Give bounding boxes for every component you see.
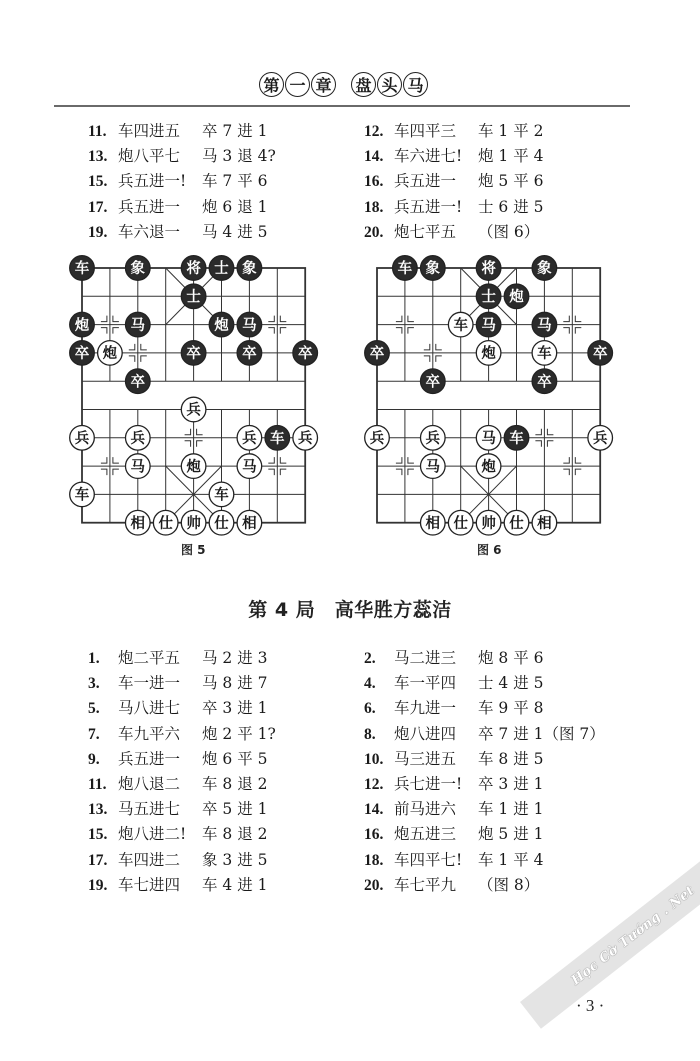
move-row [88, 220, 276, 245]
move-row [364, 772, 605, 797]
xiangqi-piece-red [293, 426, 318, 451]
piece-label: 帅 [481, 515, 496, 532]
red-move: 兵五进一 [118, 197, 181, 216]
xiangqi-piece-black [70, 341, 95, 366]
piece-label: 车 [270, 431, 285, 447]
piece-label: 卒 [592, 346, 608, 363]
piece-label: 卒 [242, 346, 257, 363]
piece-label: 车 [74, 487, 90, 504]
red-move: 兵七进一! [394, 774, 463, 793]
piece-label: 兵 [592, 431, 608, 447]
piece-label: 帅 [186, 515, 201, 532]
xiangqi-piece-red [237, 454, 262, 479]
black-move: 炮 2 平 1? [202, 724, 276, 743]
move-row [88, 747, 276, 772]
piece-label: 卒 [186, 346, 201, 363]
black-move: （图 6） [478, 222, 540, 241]
xiangqi-piece-red [476, 454, 501, 479]
move-row [364, 646, 605, 671]
move-row [88, 848, 276, 873]
move-row [88, 696, 276, 721]
xiangqi-diagram-5 [66, 253, 322, 539]
xiangqi-piece-red [181, 510, 206, 535]
piece-label: 车 [214, 487, 229, 504]
xiangqi-piece-black [126, 369, 151, 394]
xiangqi-piece-black [293, 341, 318, 366]
move-row [88, 169, 276, 194]
xiangqi-piece-black [393, 256, 418, 281]
move-row [88, 144, 276, 169]
black-move: 车 1 平 2 [478, 122, 544, 140]
black-move: 士 6 进 5 [478, 197, 544, 216]
piece-label: 马 [242, 317, 257, 334]
black-move: 车 9 平 8 [478, 699, 544, 718]
piece-label: 象 [537, 261, 552, 278]
black-move: 车 8 退 2 [202, 825, 268, 844]
move-number: 6. [364, 700, 376, 718]
xiangqi-piece-red [588, 426, 613, 451]
figure-caption-6: 图 6 [477, 543, 502, 557]
xiangqi-piece-black [532, 369, 557, 394]
piece-label: 卒 [74, 346, 90, 363]
piece-label: 马 [481, 431, 496, 447]
move-list-top-right [364, 119, 544, 245]
xiangqi-piece-red [421, 510, 446, 535]
red-move: 车四进二 [118, 850, 181, 869]
chapter-char: 章 [311, 72, 336, 97]
red-move: 兵五进一 [118, 749, 181, 768]
xiangqi-piece-red [70, 426, 95, 451]
xiangqi-piece-black [237, 312, 262, 337]
move-row [88, 646, 276, 671]
xiangqi-piece-black [70, 256, 95, 281]
piece-label: 车 [453, 317, 468, 334]
move-number: 20. [364, 223, 384, 241]
move-number: 19. [88, 876, 108, 894]
xiangqi-piece-black [532, 312, 557, 337]
red-move: 车四平七! [394, 850, 463, 869]
piece-label: 兵 [186, 402, 201, 419]
red-move: 车四进五 [118, 122, 181, 140]
red-move: 车七进四 [118, 875, 181, 894]
move-number: 15. [88, 826, 108, 844]
red-move: 车六进七! [394, 147, 463, 166]
black-move: 马 8 进 7 [202, 674, 268, 693]
piece-label: 炮 [509, 289, 524, 306]
piece-label: 炮 [102, 346, 118, 363]
black-move: 卒 3 进 1 [202, 699, 268, 718]
red-move: 车一进一 [118, 674, 181, 693]
move-number: 16. [364, 826, 384, 844]
xiangqi-piece-black [504, 284, 529, 309]
piece-label: 兵 [242, 431, 257, 447]
piece-label: 车 [397, 261, 413, 278]
xiangqi-piece-red [476, 510, 501, 535]
move-row [364, 747, 605, 772]
move-row [364, 722, 605, 747]
piece-label: 兵 [369, 431, 385, 447]
red-move: 马二进三 [394, 649, 457, 667]
red-move: 兵五进一 [394, 172, 457, 191]
piece-label: 炮 [481, 346, 496, 363]
piece-label: 马 [425, 459, 441, 476]
move-row [364, 195, 544, 220]
xiangqi-piece-red [126, 510, 151, 535]
red-move: 炮八进二! [118, 825, 187, 844]
move-row [88, 671, 276, 696]
black-move: 车 1 平 4 [478, 850, 544, 869]
xiangqi-piece-red [237, 426, 262, 451]
piece-label: 马 [130, 459, 146, 476]
move-number: 5. [88, 700, 100, 718]
piece-label: 士 [481, 289, 496, 306]
black-move: 马 2 进 3 [202, 649, 268, 667]
move-list-top-left [88, 119, 276, 245]
piece-label: 马 [537, 317, 552, 334]
move-row [364, 848, 605, 873]
move-number: 4. [364, 675, 376, 693]
xiangqi-piece-red [181, 397, 206, 422]
move-number: 19. [88, 223, 108, 241]
red-move: 炮八平七 [118, 147, 181, 166]
xiangqi-piece-red [448, 312, 473, 337]
red-move: 车七平九 [394, 875, 457, 894]
black-move: 车 1 进 1 [478, 800, 544, 819]
black-move: 马 4 进 5 [202, 222, 268, 241]
xiangqi-piece-black [126, 256, 151, 281]
piece-label: 相 [242, 515, 257, 532]
chapter-char: 马 [403, 72, 428, 97]
xiangqi-piece-black [265, 426, 290, 451]
piece-label: 卒 [537, 374, 552, 391]
xiangqi-piece-black [476, 256, 501, 281]
xiangqi-piece-red [532, 341, 557, 366]
black-move: 炮 8 平 6 [478, 649, 544, 667]
move-number: 10. [364, 750, 384, 768]
piece-label: 象 [242, 261, 257, 278]
black-move: 卒 3 进 1 [478, 774, 544, 793]
black-move: 卒 5 进 1 [202, 800, 268, 819]
xiangqi-piece-black [181, 341, 206, 366]
move-number: 17. [88, 198, 108, 216]
piece-label: 炮 [186, 459, 201, 476]
xiangqi-piece-red [126, 426, 151, 451]
xiangqi-piece-black [209, 312, 234, 337]
piece-label: 仕 [453, 515, 468, 532]
xiangqi-piece-black [181, 256, 206, 281]
piece-label: 相 [537, 515, 552, 532]
black-move: 炮 6 平 5 [202, 749, 268, 768]
black-move: 炮 5 进 1 [478, 825, 544, 844]
xiangqi-piece-black [237, 256, 262, 281]
move-row [364, 169, 544, 194]
black-move: 车 8 退 2 [202, 774, 268, 793]
xiangqi-piece-red [181, 454, 206, 479]
piece-label: 卒 [130, 374, 146, 391]
move-number: 18. [364, 198, 384, 216]
move-number: 7. [88, 725, 100, 743]
move-number: 16. [364, 173, 384, 191]
red-move: 马三进五 [394, 749, 457, 768]
figure-caption-5: 图 5 [181, 543, 206, 557]
xiangqi-piece-black [237, 341, 262, 366]
black-move: 马 3 退 4? [202, 147, 276, 166]
piece-label: 马 [242, 459, 257, 476]
piece-label: 卒 [297, 346, 313, 363]
move-row [88, 822, 276, 847]
piece-label: 马 [481, 317, 496, 334]
xiangqi-piece-black [70, 312, 95, 337]
move-number: 11. [88, 123, 107, 140]
piece-label: 兵 [297, 431, 313, 447]
chapter-char: 盘 [351, 72, 376, 97]
xiangqi-piece-red [504, 510, 529, 535]
black-move: 车 4 进 1 [202, 875, 268, 894]
red-move: 车六退一 [118, 222, 181, 241]
game-title: 第 4 局 高华胜方蕊洁 [248, 599, 452, 621]
piece-label: 兵 [74, 431, 90, 447]
move-number: 20. [364, 876, 384, 894]
move-row [88, 797, 276, 822]
piece-label: 相 [130, 515, 146, 532]
watermark: Học Cờ Tướng . Net [520, 842, 700, 1029]
xiangqi-piece-red [421, 426, 446, 451]
xiangqi-piece-black [421, 256, 446, 281]
chapter-char: 头 [377, 72, 402, 97]
black-move: 卒 7 进 1（图 7） [478, 724, 605, 743]
piece-label: 仕 [509, 515, 524, 532]
piece-label: 车 [74, 261, 90, 278]
piece-label: 炮 [74, 317, 90, 334]
move-row [364, 822, 605, 847]
move-number: 13. [88, 148, 108, 166]
move-number: 8. [364, 725, 376, 743]
move-number: 15. [88, 173, 108, 191]
xiangqi-piece-black [532, 256, 557, 281]
xiangqi-piece-red [70, 482, 95, 507]
xiangqi-piece-red [532, 510, 557, 535]
black-move: 炮 6 退 1 [202, 197, 268, 216]
move-row [364, 144, 544, 169]
move-row [364, 873, 605, 898]
move-row [88, 873, 276, 898]
piece-label: 象 [130, 261, 146, 278]
xiangqi-diagram-6 [361, 253, 617, 539]
page-number: · 3 · [576, 996, 605, 1015]
move-row [364, 696, 605, 721]
red-move: 马八进七 [118, 699, 181, 718]
red-move: 炮二平五 [118, 649, 181, 667]
xiangqi-piece-black [421, 369, 446, 394]
xiangqi-piece-red [476, 426, 501, 451]
black-move: 炮 1 平 4 [478, 147, 544, 166]
piece-label: 炮 [214, 317, 229, 334]
red-move: 兵五进一! [118, 172, 187, 191]
xiangqi-piece-red [98, 341, 123, 366]
xiangqi-piece-red [209, 482, 234, 507]
move-row [364, 671, 605, 696]
piece-label: 马 [130, 317, 146, 334]
move-number: 14. [364, 801, 384, 819]
move-row [88, 772, 276, 797]
move-list-game-left [88, 646, 276, 898]
move-row [88, 119, 276, 144]
chapter-char: 第 [259, 72, 284, 97]
black-move: 车 7 平 6 [202, 172, 268, 191]
move-row [88, 722, 276, 747]
piece-label: 炮 [481, 459, 496, 476]
move-number: 2. [364, 650, 376, 667]
piece-label: 车 [537, 346, 552, 363]
piece-label: 仕 [214, 515, 229, 532]
move-number: 14. [364, 148, 384, 166]
red-move: 车九平六 [118, 724, 181, 743]
move-number: 1. [88, 650, 100, 667]
red-move: 车一平四 [394, 674, 457, 693]
move-number: 17. [88, 851, 108, 869]
chapter-title [351, 72, 428, 97]
chapter-char: 一 [285, 72, 310, 97]
xiangqi-piece-red [476, 341, 501, 366]
xiangqi-piece-black [476, 284, 501, 309]
header-rule [54, 105, 630, 107]
piece-label: 卒 [369, 346, 385, 363]
piece-label: 相 [425, 515, 441, 532]
chapter-header [0, 72, 700, 102]
move-number: 3. [88, 675, 100, 693]
move-number: 11. [88, 775, 107, 793]
piece-label: 车 [509, 431, 524, 447]
move-number: 18. [364, 851, 384, 869]
xiangqi-piece-black [476, 312, 501, 337]
red-move: 炮五进三 [394, 825, 457, 844]
piece-label: 将 [186, 261, 201, 278]
black-move: 卒 7 进 1 [202, 122, 268, 140]
move-number: 12. [364, 123, 384, 140]
red-move: 车九进一 [394, 699, 457, 718]
move-number: 9. [88, 750, 100, 768]
piece-label: 将 [481, 261, 496, 278]
chapter-number [259, 72, 336, 97]
xiangqi-piece-black [209, 256, 234, 281]
red-move: 前马进六 [394, 800, 457, 819]
red-move: 炮七平五 [394, 222, 457, 241]
black-move: 象 3 进 5 [202, 850, 268, 869]
black-move: 炮 5 平 6 [478, 172, 544, 191]
piece-label: 兵 [425, 431, 441, 447]
black-move: （图 8） [478, 875, 540, 894]
xiangqi-piece-black [181, 284, 206, 309]
piece-label: 士 [214, 261, 229, 278]
red-move: 兵五进一! [394, 197, 463, 216]
xiangqi-piece-red [153, 510, 178, 535]
red-move: 炮八退二 [118, 774, 181, 793]
move-number: 12. [364, 775, 384, 793]
xiangqi-piece-black [365, 341, 390, 366]
xiangqi-piece-black [126, 312, 151, 337]
xiangqi-piece-black [504, 426, 529, 451]
piece-label: 兵 [130, 431, 146, 447]
piece-label: 士 [186, 289, 201, 306]
xiangqi-piece-red [365, 426, 390, 451]
move-row [364, 119, 544, 144]
xiangqi-piece-red [237, 510, 262, 535]
black-move: 士 4 进 5 [478, 674, 544, 693]
move-row [364, 220, 544, 245]
move-list-game-right [364, 646, 605, 898]
move-number: 13. [88, 801, 108, 819]
xiangqi-piece-black [588, 341, 613, 366]
red-move: 马五进七 [118, 800, 181, 819]
move-row [364, 797, 605, 822]
xiangqi-piece-red [126, 454, 151, 479]
xiangqi-piece-red [209, 510, 234, 535]
xiangqi-piece-red [421, 454, 446, 479]
red-move: 炮八进四 [394, 724, 457, 743]
red-move: 车四平三 [394, 122, 457, 140]
piece-label: 仕 [158, 515, 173, 532]
piece-label: 象 [425, 261, 441, 278]
move-row [88, 195, 276, 220]
black-move: 车 8 进 5 [478, 749, 544, 768]
piece-label: 卒 [425, 374, 441, 391]
xiangqi-piece-red [448, 510, 473, 535]
